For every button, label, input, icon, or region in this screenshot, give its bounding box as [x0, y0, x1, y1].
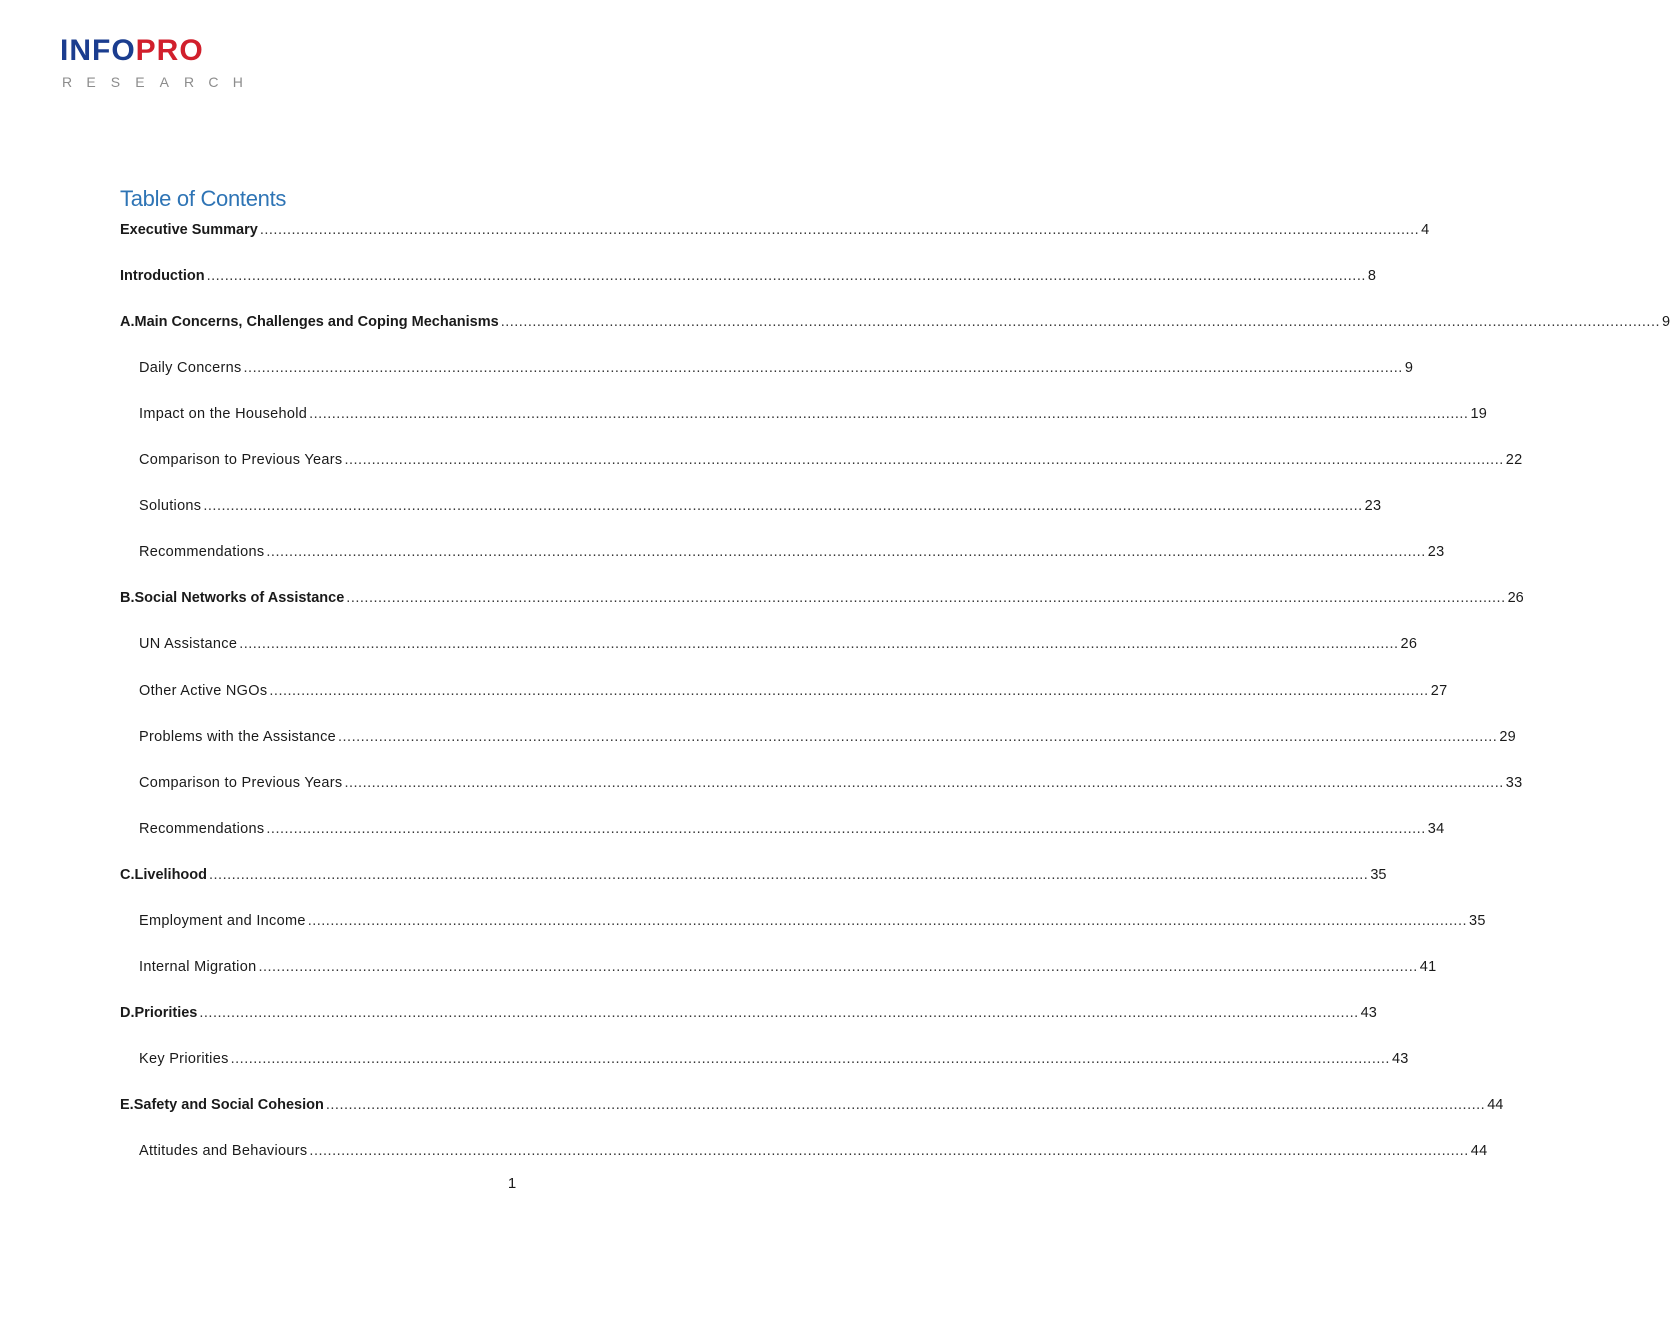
logo-tagline-letter: E — [135, 74, 145, 90]
toc-entry-label: Introduction — [120, 268, 205, 285]
toc-entry-page-number: 44 — [1487, 1096, 1504, 1113]
toc-entry[interactable] — [120, 863, 1387, 887]
toc-entry-label: UN Assistance — [139, 636, 238, 653]
logo-brand-part1: INFO — [60, 34, 136, 67]
toc-entry-page-number: 33 — [1505, 774, 1523, 791]
toc-entry-label: Solutions — [139, 498, 202, 515]
toc-entry-label: Safety and Social Cohesion — [133, 1096, 324, 1113]
toc-dot-leader — [344, 771, 1503, 795]
toc-entry-page-number: 43 — [1360, 1004, 1377, 1021]
toc-entry-page-number: 9 — [1662, 314, 1670, 331]
toc-entry-label: Problems with the Assistance — [139, 728, 336, 745]
toc-entry-page-number: 26 — [1400, 636, 1418, 653]
toc-entry-label: Recommendations — [139, 544, 265, 561]
toc-dot-leader — [258, 955, 1417, 979]
infopro-research-logo — [60, 32, 243, 92]
toc-entry[interactable] — [120, 540, 1445, 564]
toc-entry-label: Key Priorities — [139, 1050, 229, 1067]
toc-entry-label: Impact on the Household — [139, 406, 308, 423]
toc-entry-label: Other Active NGOs — [139, 682, 268, 699]
toc-dot-leader — [209, 863, 1368, 887]
svg-text:INFOPRO — [60, 34, 204, 67]
toc-entry-page-number: 22 — [1505, 452, 1523, 469]
toc-entry-page-number: 23 — [1364, 498, 1382, 515]
toc-dot-leader — [239, 632, 1398, 656]
toc-dot-leader — [501, 310, 1660, 334]
toc-entry[interactable] — [120, 1093, 1504, 1117]
logo-tagline-letter: H — [232, 74, 243, 90]
toc-entry[interactable] — [120, 218, 1430, 242]
logo-tagline-letter: R — [62, 74, 73, 90]
toc-entry-marker: D. — [120, 1004, 135, 1021]
toc-dot-leader — [338, 725, 1497, 749]
toc-entry[interactable] — [120, 264, 1376, 288]
logo-tagline-letter: E — [86, 74, 96, 90]
toc-entry[interactable] — [120, 679, 1448, 703]
toc-entry[interactable] — [120, 494, 1382, 518]
toc-entry-page-number: 43 — [1391, 1050, 1409, 1067]
toc-entry[interactable] — [120, 586, 1524, 610]
toc-entry-label: Priorities — [134, 1004, 198, 1021]
toc-entry-page-number: 29 — [1499, 728, 1517, 745]
logo-tagline-letter: A — [159, 74, 169, 90]
logo-tagline-letter: R — [184, 74, 195, 90]
toc-entry[interactable] — [120, 725, 1517, 749]
toc-entry-label: Daily Concerns — [139, 360, 242, 377]
toc-entry[interactable] — [120, 356, 1414, 380]
toc-dot-leader — [269, 679, 1428, 703]
toc-entry-label: Employment and Income — [139, 912, 306, 929]
toc-entry-page-number: 27 — [1430, 682, 1448, 699]
toc-entry-marker: A. — [120, 314, 135, 331]
toc-entry-page-number: 19 — [1470, 406, 1488, 423]
toc-entry[interactable] — [120, 632, 1418, 656]
toc-entry-label: Executive Summary — [120, 222, 258, 238]
toc-dot-leader — [244, 356, 1403, 380]
toc-dot-leader — [260, 218, 1419, 242]
toc-entry[interactable] — [120, 310, 1670, 334]
toc-dot-leader — [346, 586, 1505, 610]
logo-tagline-letter: C — [208, 74, 219, 90]
toc-dot-leader — [344, 448, 1503, 472]
toc-title: Table of Contents — [120, 186, 287, 211]
toc-entry-label: Livelihood — [134, 866, 207, 883]
toc-dot-leader — [199, 1001, 1358, 1025]
toc-dot-leader — [266, 817, 1425, 841]
toc-entry-marker: B. — [120, 590, 135, 607]
toc-entry[interactable] — [120, 771, 1523, 795]
toc-dot-leader — [203, 494, 1362, 518]
toc-dot-leader — [207, 264, 1366, 288]
toc-entry-page-number: 9 — [1404, 360, 1414, 377]
toc-entry-page-number: 41 — [1419, 958, 1437, 975]
toc-dot-leader — [266, 540, 1425, 564]
toc-entry[interactable] — [120, 1047, 1409, 1071]
logo-brand-part2: PRO — [135, 34, 204, 67]
toc-dot-leader — [309, 402, 1468, 426]
toc-entry[interactable] — [120, 817, 1445, 841]
toc-entry-label: Comparison to Previous Years — [139, 452, 343, 469]
toc-entry[interactable] — [120, 909, 1486, 933]
toc-entry-page-number: 34 — [1427, 820, 1445, 837]
logo-tagline-letter: S — [110, 74, 121, 90]
toc-entry-page-number: 8 — [1367, 268, 1376, 285]
toc-dot-leader — [308, 909, 1467, 933]
toc-dot-leader — [326, 1093, 1485, 1117]
toc-entry-label: Social Networks of Assistance — [134, 590, 345, 607]
logo-tagline — [62, 74, 243, 90]
toc-entry-label: Main Concerns, Challenges and Coping Mechanisms — [134, 314, 499, 331]
toc-entry-page-number: 35 — [1469, 912, 1486, 929]
toc-entry-page-number: 23 — [1427, 544, 1445, 561]
toc-entry[interactable] — [120, 1001, 1377, 1025]
toc-entry-page-number: 26 — [1507, 590, 1524, 607]
toc-entry[interactable] — [120, 955, 1437, 979]
toc-entry-label: Recommendations — [139, 820, 265, 837]
toc-entry-label: Internal Migration — [139, 958, 257, 975]
toc-entry-label: Attitudes and Behaviours — [139, 1143, 308, 1159]
toc-entry-page-number: 35 — [1370, 866, 1387, 883]
toc-entry-label: Comparison to Previous Years — [139, 774, 343, 791]
toc-entry-marker: C. — [120, 866, 135, 883]
toc-dot-leader — [309, 1139, 1468, 1163]
page-number: 1 — [507, 1175, 517, 1192]
toc-dot-leader — [231, 1047, 1390, 1071]
toc-entry-page-number: 44 — [1470, 1143, 1488, 1159]
toc-entry[interactable] — [120, 448, 1523, 472]
toc-entry-marker: E. — [120, 1096, 134, 1113]
toc-entry[interactable] — [120, 1139, 1488, 1163]
toc-entry-page-number: 4 — [1421, 222, 1430, 238]
toc-entry[interactable] — [120, 402, 1488, 426]
